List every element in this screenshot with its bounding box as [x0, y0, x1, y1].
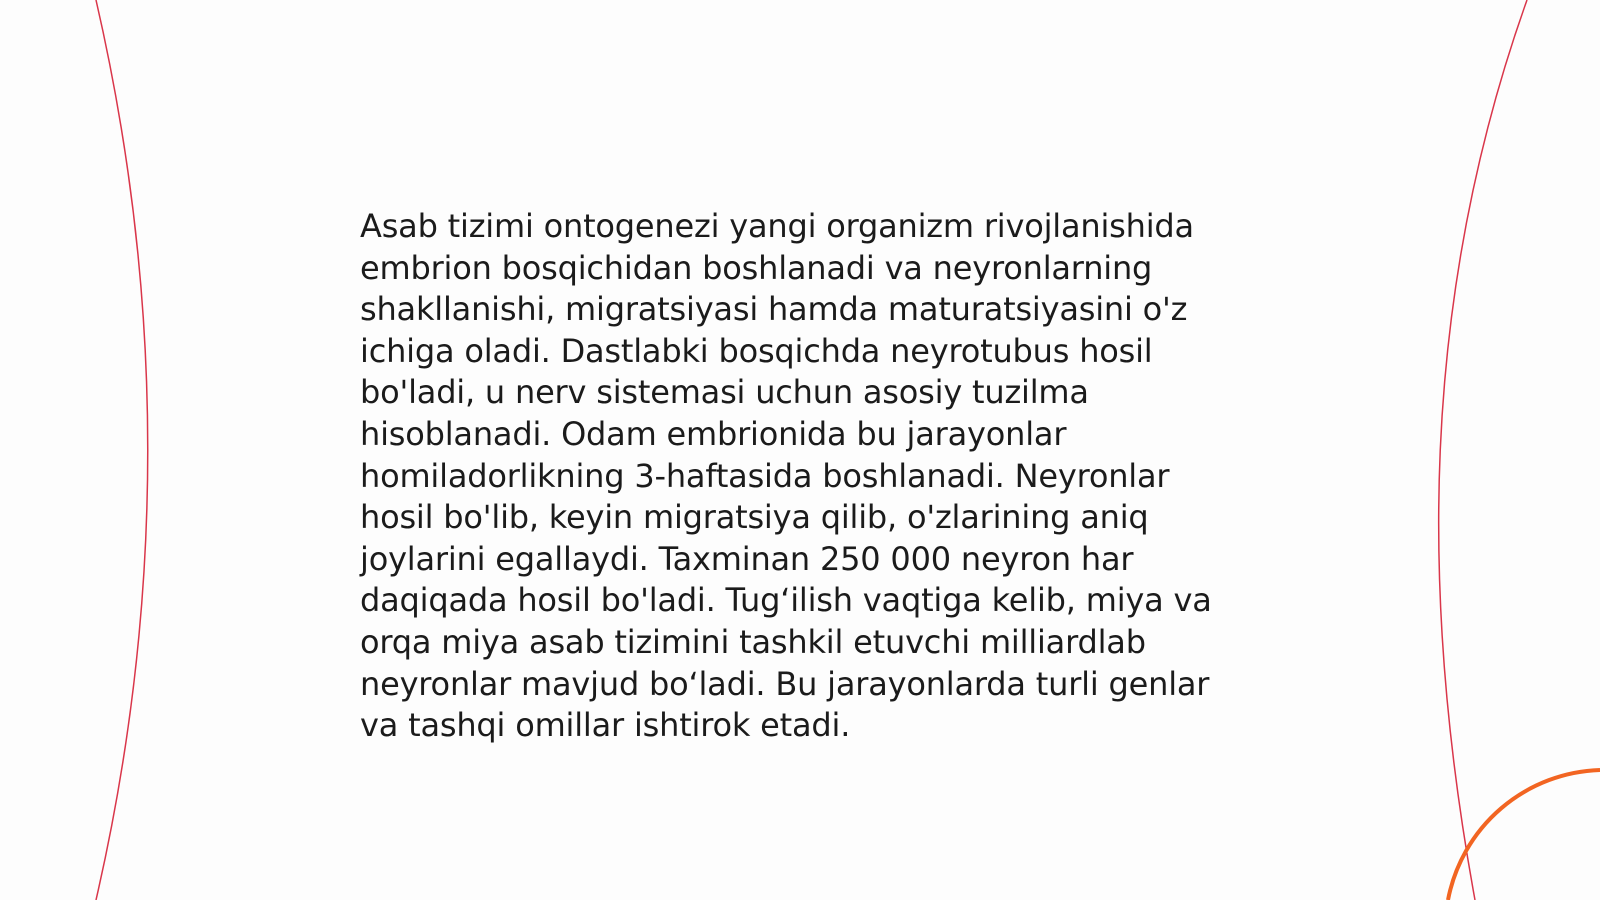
paragraph-line: orqa miya asab tizimini tashkil etuvchi milliardlab [360, 622, 1146, 661]
paragraph-line: neyronlar mavjud bo‘ladi. Bu jarayonlarda turli genlar [360, 664, 1210, 703]
paragraph-line: hosil bo'lib, keyin migratsiya qilib, o'zlarining aniq [360, 498, 1149, 537]
left-curve-line [96, 0, 148, 900]
right-curve-line [1439, 0, 1527, 900]
paragraph-line: daqiqada hosil bo'ladi. Tug‘ilish vaqtiga kelib, miya va [360, 581, 1212, 620]
paragraph-line: ichiga oladi. Dastlabki bosqichda neyrotubus hosil [360, 331, 1153, 370]
paragraph-line: homiladorlikning 3-haftasida boshlanadi. Neyronlar [360, 456, 1170, 495]
paragraph-line: joylarini egallaydi. Taxminan 250 000 neyron har [360, 539, 1134, 578]
paragraph-line: va tashqi omillar ishtirok etadi. [360, 706, 851, 745]
paragraph-line: hisoblanadi. Odam embrionida bu jarayonlar [360, 414, 1067, 453]
paragraph-line: shakllanishi, migratsiyasi hamda maturatsiyasini o'z [360, 290, 1188, 329]
body-paragraph [360, 206, 1240, 747]
paragraph-line: embrion bosqichidan boshlanadi va neyronlarning [360, 248, 1153, 287]
paragraph-line: Asab tizimi ontogenezi yangi organizm rivojlanishida [360, 207, 1194, 245]
paragraph-line: bo'ladi, u nerv sistemasi uchun asosiy tuzilma [360, 373, 1089, 412]
